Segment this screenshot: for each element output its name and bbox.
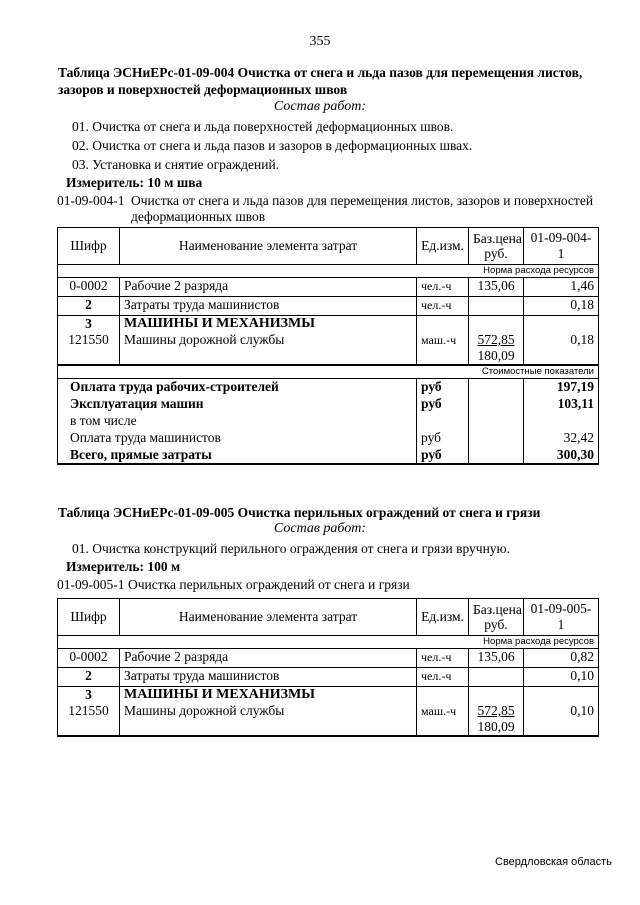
table-row <box>58 430 599 447</box>
table-row <box>58 278 599 297</box>
cost-unit: руб <box>417 396 469 413</box>
machine-price-bottom: 180,09 <box>477 719 515 734</box>
cost-value: 300,30 <box>524 447 599 464</box>
table-row <box>58 703 599 736</box>
row-name: Рабочие 2 разряда <box>120 649 417 668</box>
machine-price-top: 572,85 <box>477 703 515 718</box>
table2-title: Таблица ЭСНиЕРс-01-09-005 Очистка перильных ограждений от снега и грязи <box>58 505 541 520</box>
machine-name: Машины дорожной службы <box>120 332 417 365</box>
cost-value: 32,42 <box>524 430 599 447</box>
table-row <box>58 687 599 704</box>
table1-cost-label-row <box>58 365 599 379</box>
row-price <box>469 297 524 316</box>
table-row <box>58 447 599 464</box>
table-row <box>58 316 599 333</box>
norm-label: Норма расхода ресурсов <box>58 636 599 649</box>
row-unit: чел.-ч <box>417 278 469 297</box>
col-header-name: Наименование элемента затрат <box>120 228 417 265</box>
cost-value <box>524 413 599 430</box>
machine-price-bottom: 180,09 <box>477 348 515 363</box>
cost-name: Эксплуатация машин <box>58 396 417 413</box>
machines-code: 3 <box>58 687 120 704</box>
table1-header-row <box>58 228 599 265</box>
machine-price <box>469 332 524 365</box>
col-header-item: 01-09-005-1 <box>524 599 599 636</box>
cost-value: 103,11 <box>524 396 599 413</box>
norm-label: Норма расхода ресурсов <box>58 265 599 278</box>
row-price: 135,06 <box>469 278 524 297</box>
col-header-name: Наименование элемента затрат <box>120 599 417 636</box>
machines-code: 3 <box>58 316 120 333</box>
col-header-unit: Ед.изм. <box>417 599 469 636</box>
row-code: 2 <box>58 297 120 316</box>
table1-norm-row <box>58 265 599 278</box>
row-unit: чел.-ч <box>417 297 469 316</box>
row-value: 0,10 <box>524 668 599 687</box>
table-row <box>58 332 599 365</box>
table-row <box>58 413 599 430</box>
machine-price-top: 572,85 <box>477 332 515 347</box>
cost-unit: руб <box>417 379 469 396</box>
machine-unit: маш.-ч <box>417 332 469 365</box>
footer-region: Свердловская область <box>495 856 612 868</box>
table1-item-desc-line1: Очистка от снега и льда пазов для перемещения листов, зазоров и поверхностей <box>131 193 594 208</box>
col-header-price-line1: Баз.цена <box>473 231 522 246</box>
col-header-price-line2: руб. <box>484 246 508 261</box>
row-value: 0,18 <box>524 297 599 316</box>
machine-price <box>469 703 524 736</box>
machine-code: 121550 <box>58 332 120 365</box>
table1-work-2: 02. Очистка от снега и льда пазов и зазоров в деформационных швах. <box>72 138 473 153</box>
cost-unit: руб <box>417 430 469 447</box>
col-header-price <box>469 599 524 636</box>
machine-unit: маш.-ч <box>417 703 469 736</box>
row-unit: чел.-ч <box>417 649 469 668</box>
cost-unit <box>417 413 469 430</box>
table-row <box>58 396 599 413</box>
machine-code: 121550 <box>58 703 120 736</box>
table2-norm-row <box>58 636 599 649</box>
row-name: Затраты труда машинистов <box>120 297 417 316</box>
cost-name: в том числе <box>58 413 417 430</box>
cost-name: Всего, прямые затраты <box>58 447 417 464</box>
col-header-code: Шифр <box>58 228 120 265</box>
col-header-item: 01-09-004-1 <box>524 228 599 265</box>
table1-title-line2: зазоров и поверхностей деформационных швов <box>58 82 348 97</box>
table1-resources <box>57 227 599 465</box>
table2-composition-heading: Состав работ: <box>273 521 367 536</box>
row-code: 0-0002 <box>58 649 120 668</box>
table1-item-desc-line2: деформационных швов <box>131 209 266 224</box>
row-price: 135,06 <box>469 649 524 668</box>
cost-label: Стоимостные показатели <box>58 365 599 379</box>
row-value: 0,82 <box>524 649 599 668</box>
table2-meter: Измеритель: 100 м <box>66 559 181 574</box>
table-row <box>58 668 599 687</box>
cost-name: Оплата труда рабочих-строителей <box>58 379 417 396</box>
table2-item-code: 01-09-005-1 <box>57 577 125 592</box>
row-unit: чел.-ч <box>417 668 469 687</box>
machine-name: Машины дорожной службы <box>120 703 417 736</box>
row-value: 1,46 <box>524 278 599 297</box>
table-row <box>58 379 599 396</box>
table1-item-code: 01-09-004-1 <box>57 193 125 208</box>
cost-value: 197,19 <box>524 379 599 396</box>
col-header-price-line2: руб. <box>484 617 508 632</box>
row-price <box>469 668 524 687</box>
machine-value: 0,18 <box>524 332 599 365</box>
table2-item-desc: Очистка перильных ограждений от снега и грязи <box>128 577 410 592</box>
row-code: 2 <box>58 668 120 687</box>
table1-composition-heading: Состав работ: <box>273 99 367 114</box>
cost-name: Оплата труда машинистов <box>58 430 417 447</box>
page-number: 355 <box>309 34 331 49</box>
table2-work-1: 01. Очистка конструкций перильного ограждения от снега и грязи вручную. <box>72 541 511 556</box>
row-code: 0-0002 <box>58 278 120 297</box>
machine-value: 0,10 <box>524 703 599 736</box>
row-name: Затраты труда машинистов <box>120 668 417 687</box>
cost-unit: руб <box>417 447 469 464</box>
table1-title-line1: Таблица ЭСНиЕРс-01-09-004 Очистка от снега и льда пазов для перемещения листов, <box>58 65 583 80</box>
row-name: Рабочие 2 разряда <box>120 278 417 297</box>
table2-header-row <box>58 599 599 636</box>
table1-work-3: 03. Установка и снятие ограждений. <box>72 157 280 172</box>
col-header-price-line1: Баз.цена <box>473 602 522 617</box>
table-row <box>58 649 599 668</box>
col-header-price <box>469 228 524 265</box>
table1-meter: Измеритель: 10 м шва <box>66 175 203 190</box>
table-row <box>58 297 599 316</box>
table2-resources <box>57 598 599 737</box>
machines-heading: МАШИНЫ И МЕХАНИЗМЫ <box>120 687 417 704</box>
machines-heading: МАШИНЫ И МЕХАНИЗМЫ <box>120 316 417 333</box>
table1-work-1: 01. Очистка от снега и льда поверхностей деформационных швов. <box>72 119 454 134</box>
col-header-unit: Ед.изм. <box>417 228 469 265</box>
col-header-code: Шифр <box>58 599 120 636</box>
